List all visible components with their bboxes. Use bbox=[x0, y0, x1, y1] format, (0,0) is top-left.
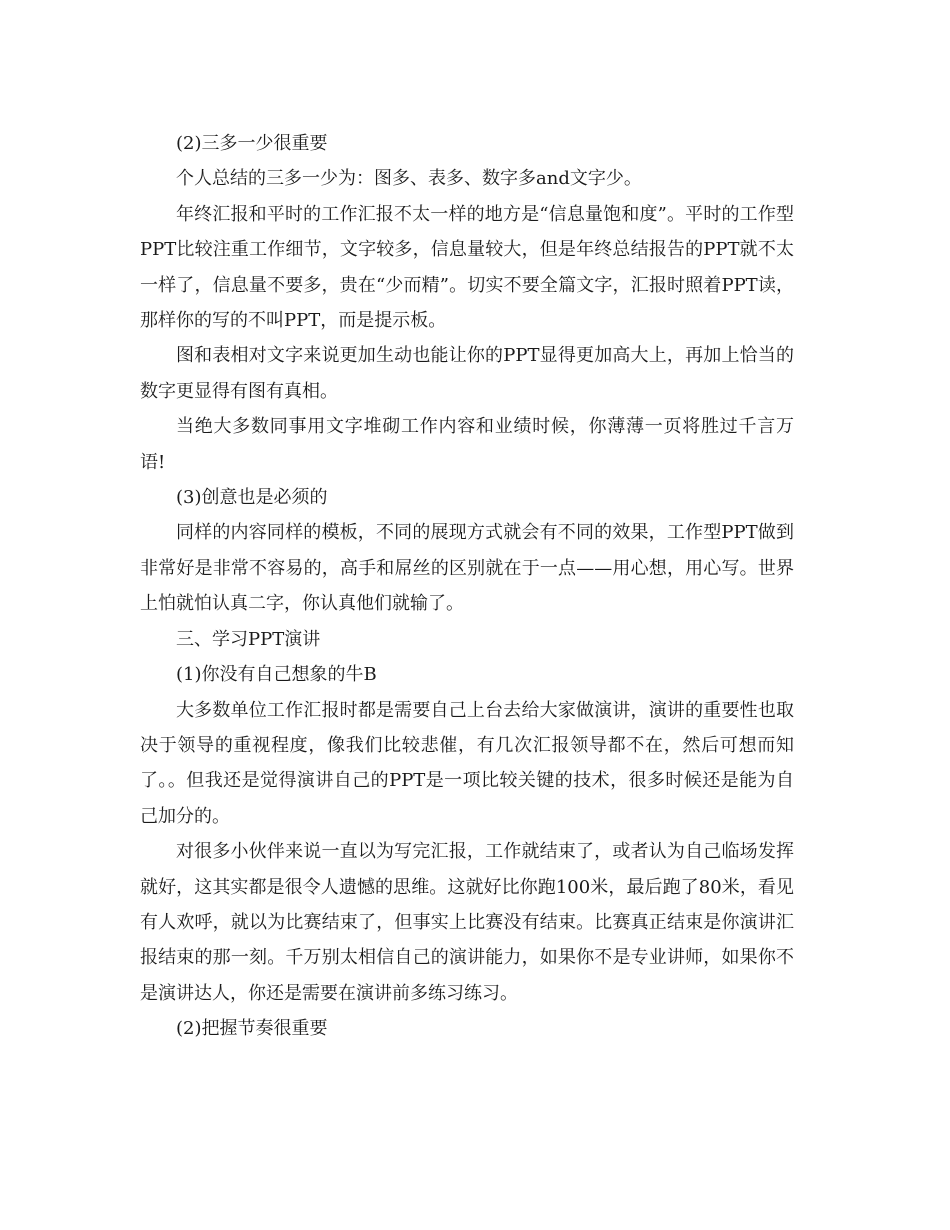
paragraph: 大多数单位工作汇报时都是需要自己上台去给大家做演讲，演讲的重要性也取决于领导的重视程度，像我们比较悲催，有几次汇报领导都不在，然后可想而知了。。但我还是觉得演讲自己的PPT是一项比较关键的技术，很多时候还是能为自己加分的。 bbox=[140, 699, 794, 827]
section-heading-ppt-speech: 三、学习PPT演讲 bbox=[176, 628, 321, 650]
paragraph: 图和表相对文字来说更加生动也能让你的PPT显得更加高大上，再加上恰当的数字更显得有图有真相。 bbox=[140, 345, 794, 402]
subheading-not-as-good: (1)你没有自己想象的牛B bbox=[176, 664, 377, 686]
paragraph: 年终汇报和平时的工作汇报不太一样的地方是“信息量饱和度”。平时的工作型PPT比较注重工作细节，文字较多，信息量较大，但是年终总结报告的PPT就不太一样了，信息量不要多，贵在“少而精”。切实不要全篇文字，汇报时照着PPT读，那样你的写的不叫PPT，而是提示板。 bbox=[140, 203, 794, 332]
paragraph: 对很多小伙伴来说一直以为写完汇报，工作就结束了，或者认为自己临场发挥就好，这其实都是很令人遗憾的思维。这就好比你跑100米，最后跑了80米，看见有人欢呼，就以为比赛结束了，但事实上比赛没有结束。比赛真正结束是你演讲汇报结束的那一刻。千万别太相信自己的演讲能力，如果你不是专业讲师，如果你不是演讲达人，你还是需要在演讲前多练习练习。 bbox=[140, 841, 794, 1004]
paragraph: 个人总结的三多一少为：图多、表多、数字多and文字少。 bbox=[176, 168, 642, 190]
subheading-creativity: (3)创意也是必须的 bbox=[176, 487, 328, 509]
subheading-three-more-one-less: (2)三多一少很重要 bbox=[176, 133, 328, 154]
paragraph: 同样的内容同样的模板，不同的展现方式就会有不同的效果，工作型PPT做到非常好是非常不容易的，高手和屌丝的区别就在于一点——用心想，用心写。世界上怕就怕认真二字，你认真他们就输了。 bbox=[140, 522, 794, 615]
document-body bbox=[140, 126, 794, 1047]
paragraph: 当绝大多数同事用文字堆砌工作内容和业绩时候，你薄薄一页将胜过千言万语! bbox=[140, 416, 794, 473]
subheading-rhythm: (2)把握节奏很重要 bbox=[176, 1018, 328, 1040]
